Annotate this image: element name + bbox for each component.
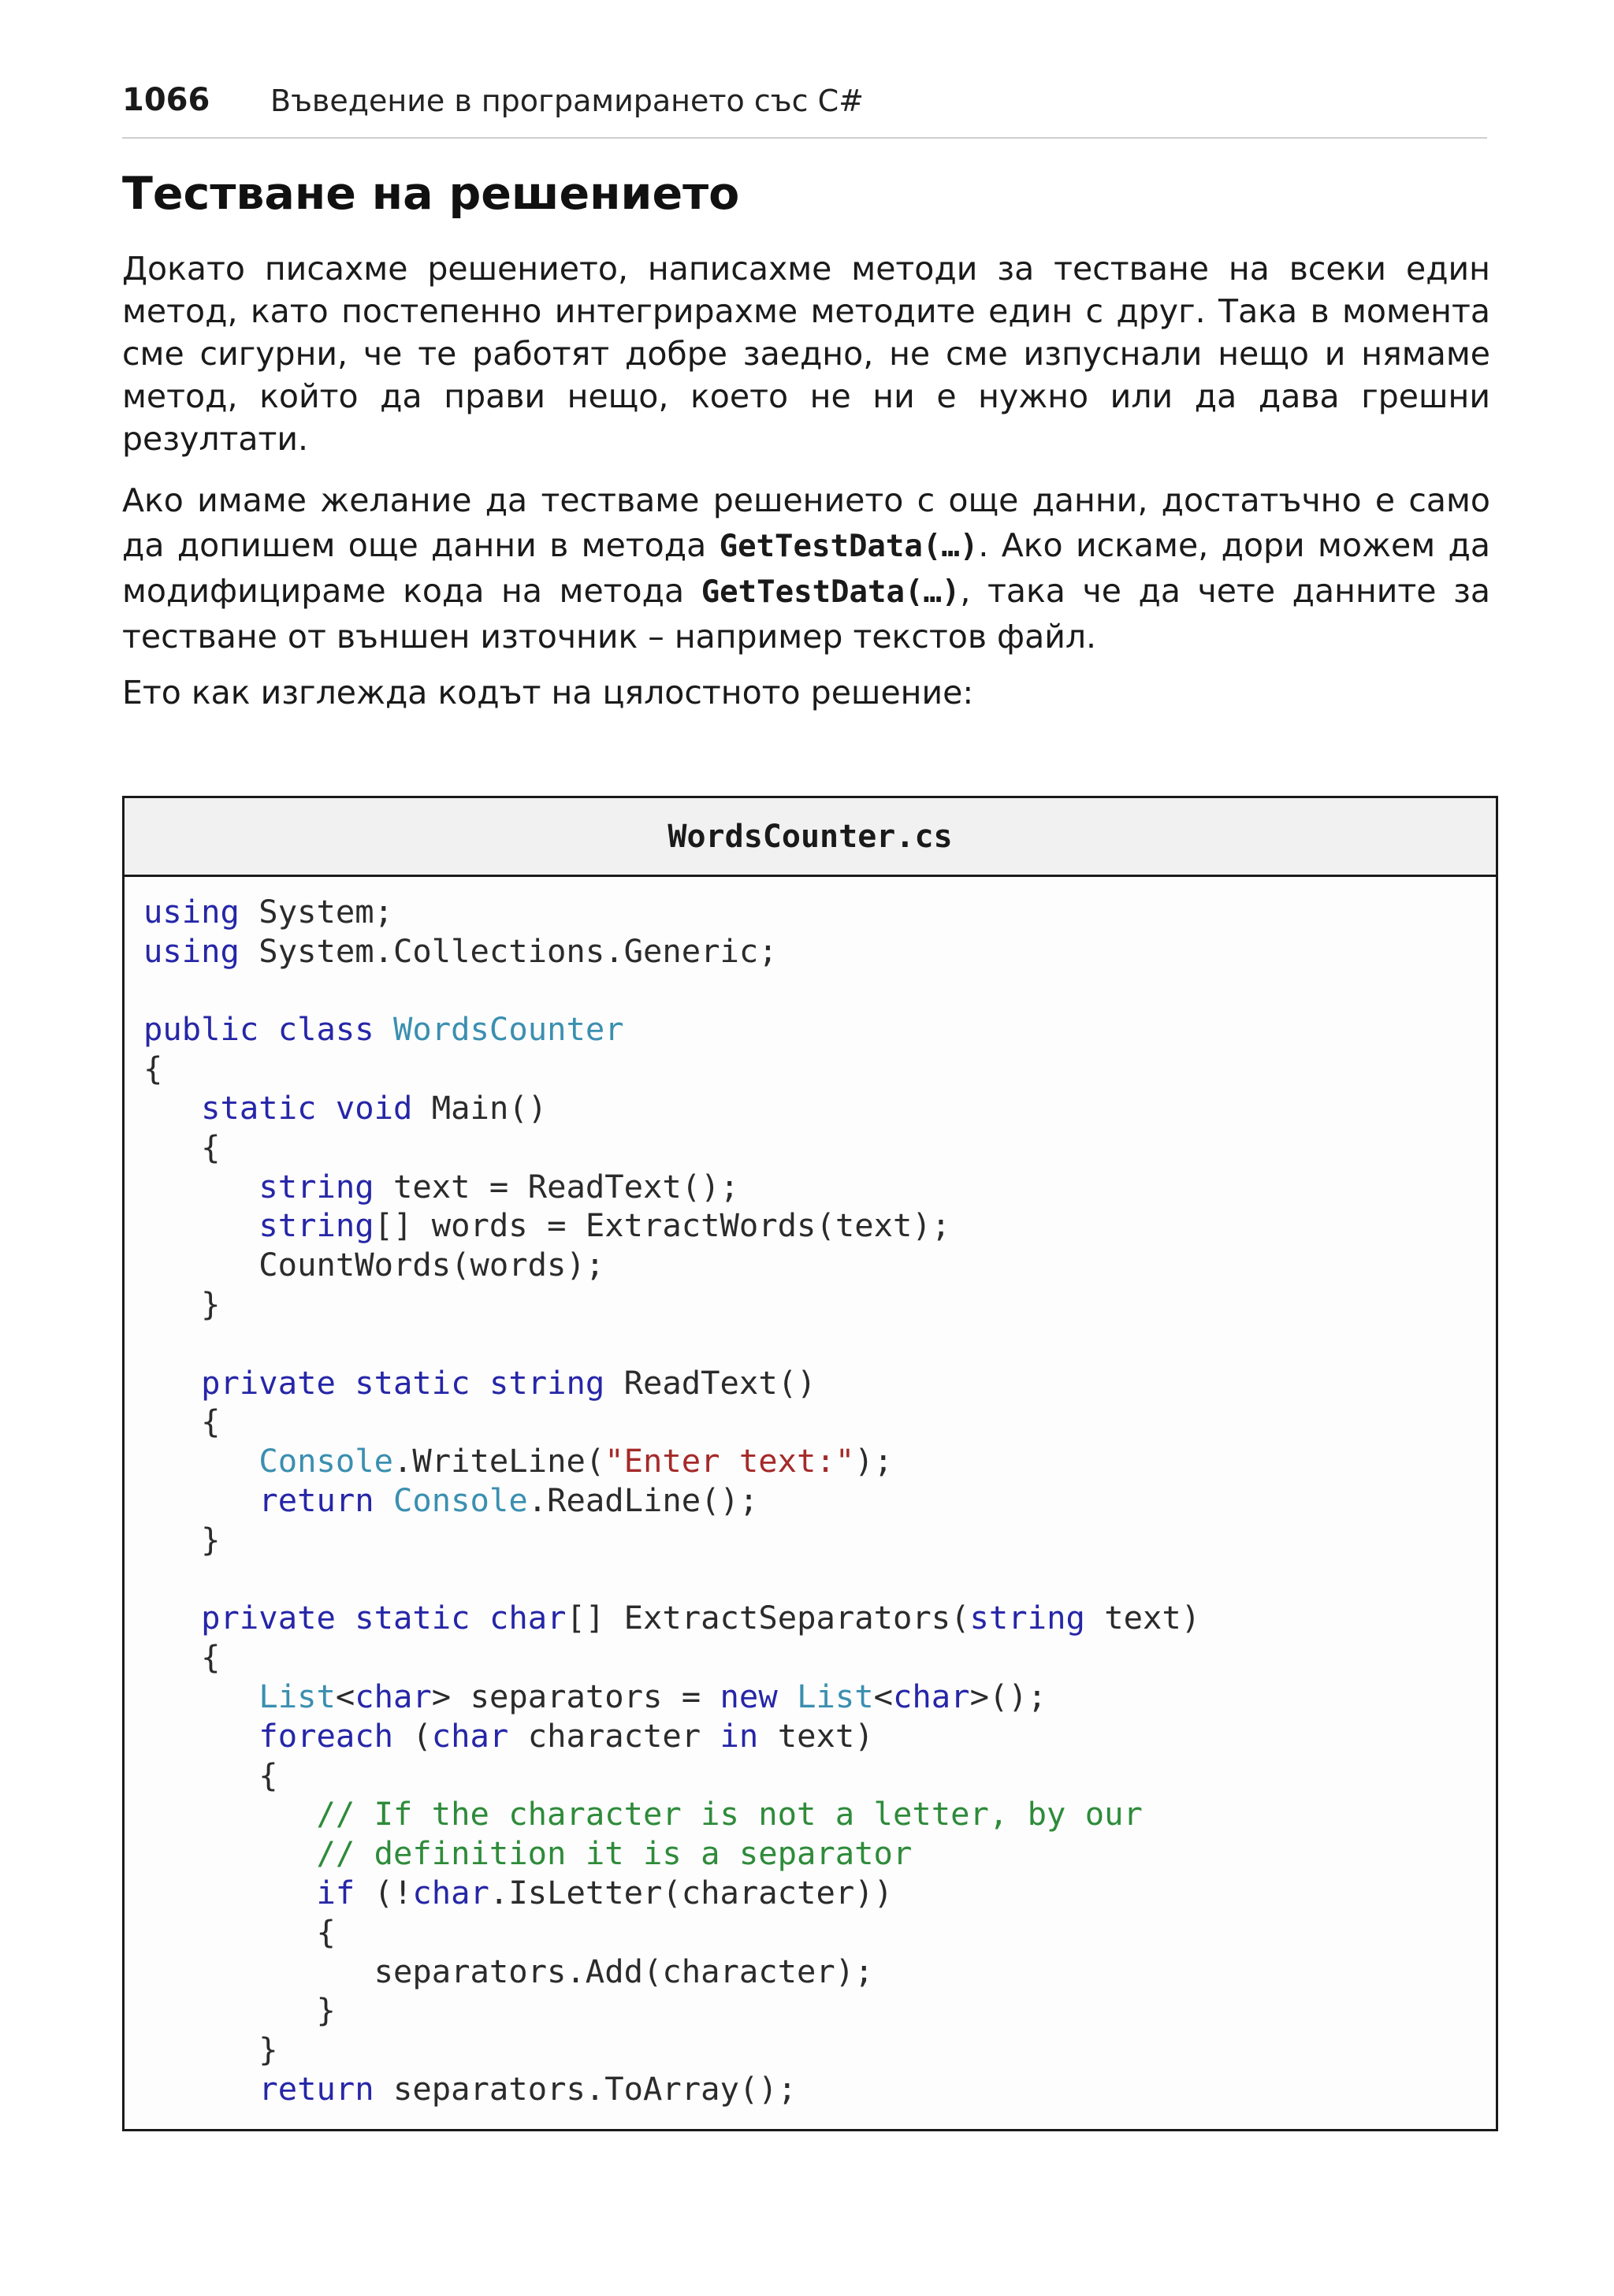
code-keyword: char [412, 1873, 489, 1911]
code-text [258, 1010, 277, 1048]
code-line [143, 1913, 1496, 1952]
code-text: CountWords(words); [143, 1246, 605, 1284]
code-text [143, 2070, 258, 2108]
code-line [143, 1285, 1496, 1324]
code-text [374, 1481, 393, 1519]
code-line [143, 1050, 1496, 1089]
code-type: Console [393, 1481, 528, 1519]
code-line [143, 1089, 1496, 1128]
code-keyword: class [277, 1010, 374, 1049]
code-text [143, 1874, 316, 1911]
code-keyword: static [201, 1088, 317, 1127]
code-text [143, 1442, 258, 1480]
code-line [143, 1795, 1496, 1834]
inline-code-method: GetTestData(…) [719, 529, 979, 564]
inline-code-method: GetTestData(…) [701, 574, 961, 610]
code-keyword: char [431, 1716, 509, 1755]
code-text [778, 1677, 797, 1715]
code-text: ReadText() [604, 1363, 816, 1402]
code-text [470, 1599, 489, 1637]
code-line [143, 1874, 1496, 1913]
code-text [143, 1717, 258, 1755]
book-title: Въведение в програмирането със C# [270, 84, 864, 118]
code-line [143, 1246, 1496, 1285]
code-text: { [143, 1402, 221, 1441]
code-text [143, 1089, 201, 1127]
code-text: { [143, 1638, 221, 1677]
code-line [143, 1677, 1496, 1717]
code-type: List [258, 1677, 336, 1715]
code-text: System; [239, 893, 393, 931]
code-text: { [143, 1128, 221, 1166]
code-text [143, 1599, 201, 1637]
code-text: < [873, 1677, 894, 1715]
code-line [143, 1638, 1496, 1677]
code-string: "Enter text:" [604, 1442, 855, 1481]
code-text: .ReadLine(); [527, 1481, 759, 1519]
page-number: 1066 [122, 82, 210, 118]
code-text [374, 1010, 393, 1048]
code-line [143, 1128, 1496, 1168]
code-text [470, 1364, 489, 1402]
code-text: System.Collections.Generic; [239, 931, 778, 970]
code-type: List [797, 1677, 874, 1715]
code-text [143, 1795, 316, 1833]
code-text: separators.Add(character); [143, 1952, 874, 1990]
code-text: separators.ToArray(); [374, 2069, 798, 2108]
code-line [143, 1521, 1496, 1560]
code-keyword: static [355, 1599, 470, 1637]
code-keyword: using [143, 931, 240, 970]
code-keyword: void [335, 1088, 413, 1127]
code-line [143, 1834, 1496, 1874]
code-keyword: return [258, 1481, 374, 1519]
code-text: { [143, 1755, 278, 1794]
code-line [143, 1402, 1496, 1442]
page-header [122, 79, 1487, 139]
code-keyword: foreach [258, 1716, 393, 1755]
code-text: ( [393, 1716, 432, 1755]
paragraph-text: . Ако искаме, дори можем да модифицираме кода на метода [122, 526, 1490, 610]
code-line [143, 1991, 1496, 2030]
code-keyword: public [143, 1010, 259, 1049]
code-text: ); [854, 1442, 893, 1481]
code-body [125, 877, 1496, 2109]
code-line [143, 1481, 1496, 1521]
code-keyword: new [720, 1677, 778, 1715]
code-line [143, 972, 1496, 1011]
code-line [143, 2070, 1496, 2109]
code-text [143, 1364, 201, 1402]
code-line [143, 2030, 1496, 2070]
code-type: WordsCounter [393, 1010, 624, 1049]
code-text: [] ExtractSeparators( [566, 1599, 970, 1637]
code-line [143, 1168, 1496, 1207]
code-line [143, 1717, 1496, 1756]
code-line [143, 1952, 1496, 1992]
code-text: } [143, 1284, 221, 1323]
code-text: Main() [412, 1088, 548, 1127]
code-listing [122, 796, 1498, 2131]
code-keyword: char [489, 1599, 567, 1637]
code-keyword: string [969, 1599, 1085, 1637]
code-text: { [143, 1050, 163, 1088]
code-text: (! [355, 1873, 413, 1911]
code-text [143, 1168, 258, 1206]
code-text: character [508, 1716, 720, 1755]
code-text: text) [758, 1716, 874, 1755]
code-keyword: if [316, 1873, 355, 1911]
code-keyword: return [258, 2069, 374, 2108]
code-text: text = ReadText(); [374, 1167, 739, 1206]
paragraph-code-intro: Ето как изглежда кодът на цялостното решение: [122, 674, 974, 711]
code-text: > separators = [431, 1677, 720, 1715]
code-keyword: string [489, 1363, 605, 1402]
code-keyword: static [355, 1363, 470, 1402]
code-line [143, 1324, 1496, 1364]
code-line [143, 1599, 1496, 1638]
code-text: .WriteLine( [393, 1442, 605, 1481]
code-line [143, 1010, 1496, 1050]
code-text: } [143, 1520, 221, 1559]
code-text [143, 1481, 258, 1519]
code-keyword: private [201, 1599, 336, 1637]
code-keyword: private [201, 1363, 336, 1402]
code-line [143, 932, 1496, 972]
code-text [143, 1677, 258, 1715]
code-keyword: in [720, 1716, 759, 1755]
code-comment: // definition it is a separator [316, 1834, 913, 1873]
paragraph-text: Ако имаме желание да тестваме решението с още данни, достатъчно е само да допишем още данни в метода [122, 481, 1490, 564]
code-keyword: char [355, 1677, 432, 1715]
section-title: Тестване на решението [122, 168, 740, 220]
code-text [143, 1834, 316, 1872]
code-text: .IsLetter(character)) [489, 1873, 893, 1911]
code-line [143, 1442, 1496, 1481]
code-text: < [335, 1677, 355, 1715]
code-text [143, 1206, 258, 1244]
code-keyword: using [143, 893, 240, 931]
code-line [143, 1364, 1496, 1403]
code-line [143, 1206, 1496, 1246]
paragraph-text: , така че да чете данните за тестване от външен източник – например текстов файл. [122, 572, 1490, 656]
code-text: text) [1084, 1599, 1201, 1637]
code-text: } [143, 1991, 336, 2030]
code-keyword: string [258, 1167, 374, 1206]
code-line [143, 1756, 1496, 1796]
code-text: { [143, 1912, 336, 1951]
code-text: >(); [969, 1677, 1047, 1715]
code-text [336, 1364, 355, 1402]
code-keyword: char [893, 1677, 970, 1715]
code-text: } [143, 2030, 278, 2069]
code-text: [] words = ExtractWords(text); [374, 1206, 951, 1245]
code-type: Console [258, 1442, 393, 1481]
paragraph-intro: Докато писахме решението, написахме методи за тестване на всеки един метод, като постепенно интегрирахме методите един с друг. Така в момента сме сигурни, че те работят добре заедно, не сме изпуснали нещо и нямаме метод, който да прави нещо, което не ни е нужно или да дава грешни резултати. [122, 250, 1490, 458]
code-line [143, 1560, 1496, 1599]
code-text [316, 1089, 335, 1127]
code-text [336, 1599, 355, 1637]
code-comment: // If the character is not a letter, by our [316, 1795, 1143, 1833]
paragraph-testing-more-data [122, 478, 1490, 659]
code-listing-filename: WordsCounter.cs [125, 798, 1496, 877]
code-line [143, 893, 1496, 932]
code-keyword: string [258, 1206, 374, 1245]
